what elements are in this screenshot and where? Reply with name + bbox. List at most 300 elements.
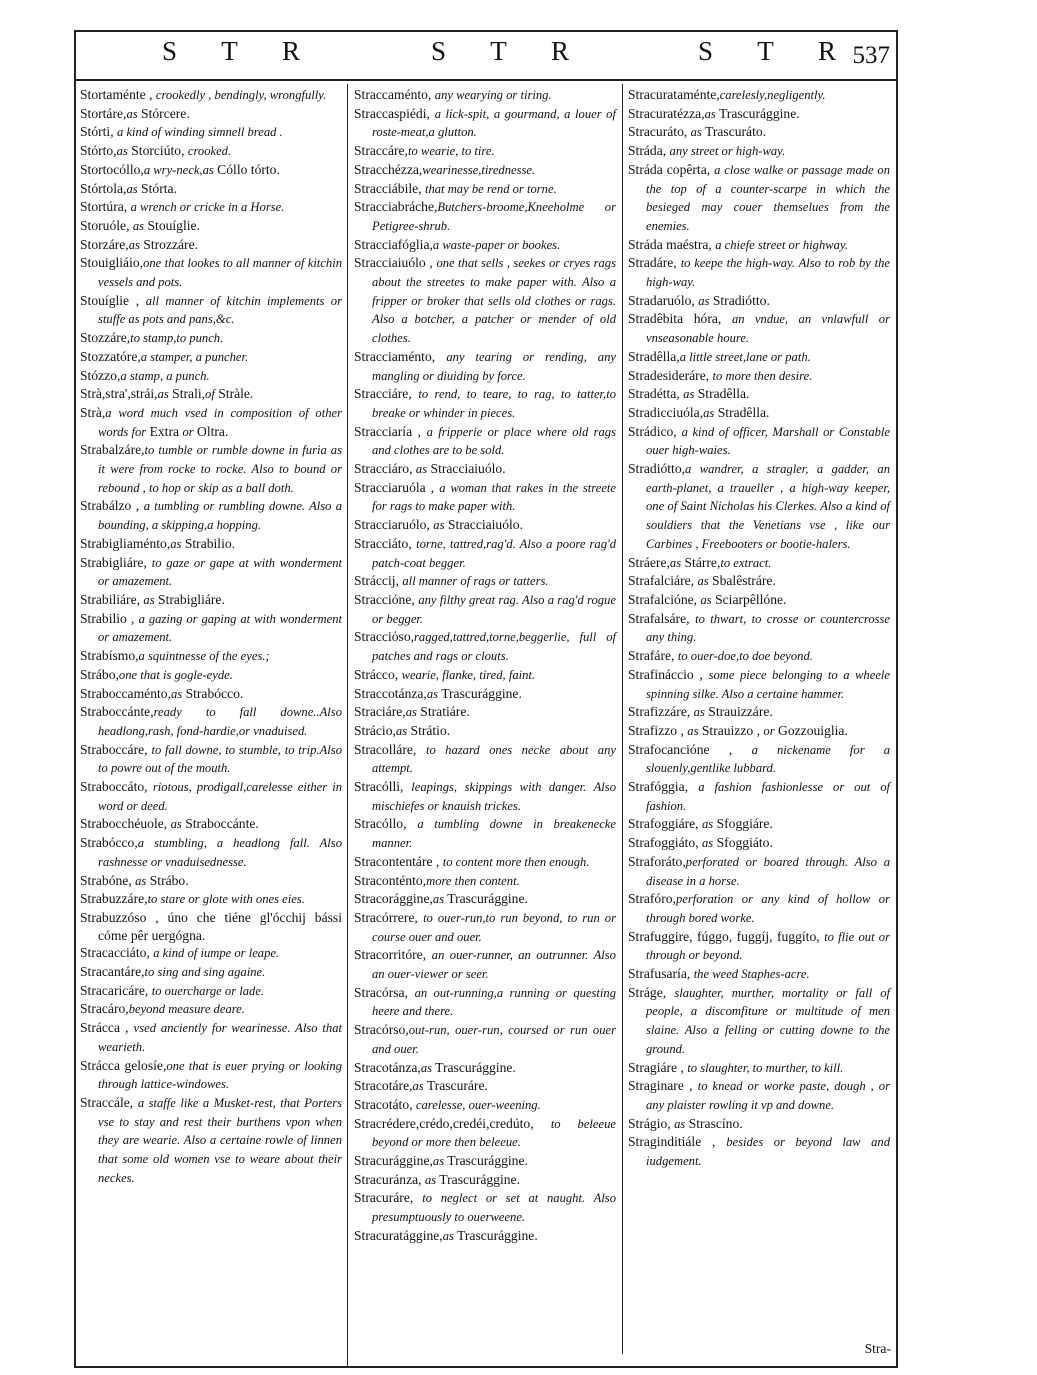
dictionary-entry [354, 1171, 616, 1190]
dictionary-entry [628, 236, 890, 255]
definition: vsed anciently for wearinesse. Also that wearieth. [98, 1021, 342, 1054]
headword: Strafoggiáre, [628, 816, 702, 832]
dictionary-entry [354, 703, 616, 722]
definition: a kind of officer, Marshall or Constable ouer high-waies. [646, 424, 891, 458]
cross-reference: Trascurággine. [444, 1153, 528, 1169]
headword: Strácco, [354, 666, 402, 682]
headword: Stracotáre, [354, 1078, 413, 1094]
cross-reference: Extra [146, 423, 183, 439]
definition: as [135, 873, 147, 888]
definition: to flie out or through or beyond. [646, 929, 890, 963]
dictionary-entry [354, 161, 616, 180]
headword: Straboccánte, [80, 704, 154, 720]
definition: more then content. [426, 873, 520, 888]
definition: as [698, 293, 710, 308]
headword: Stórtola, [80, 180, 127, 196]
dictionary-entry [80, 909, 342, 944]
headword: Stracuránza, [354, 1171, 425, 1187]
definition: ragged,tattred,torne,beggerlie, full of patches and rags or clouts. [372, 630, 616, 664]
definition: to stamp,to punch. [130, 331, 224, 346]
headword: Stradesideráre, [628, 367, 713, 383]
headword: Stradáre, [628, 255, 681, 271]
dictionary-entry [80, 535, 342, 554]
dictionary-entry [628, 741, 890, 778]
headword: Strabiliáre, [80, 591, 144, 607]
definition: a stumbling, a headlong fall. Also rashnesse or vnaduisednesse. [98, 836, 342, 869]
dictionary-entry [354, 890, 616, 909]
dictionary-entry [354, 909, 616, 946]
headword: Stracciabráche, [354, 199, 438, 215]
running-head-left: S T R [162, 36, 320, 66]
definition: to ouer-run,to run beyond, to run or course ouer and ouer. [372, 910, 616, 944]
dictionary-entry [354, 460, 616, 479]
definition: a close walke or passage made on the top of a counter-scarpe in which the besieged may couer themselues from the enemies. [646, 162, 890, 233]
headword: Straboccaménto, [80, 685, 171, 701]
dictionary-entry [628, 105, 890, 124]
headword: Strafocancióne , [628, 741, 752, 757]
definition: leapings, skippings with danger. Also mischiefes or knauish trickes. [372, 780, 616, 813]
definition: a stamper, a puncher. [140, 349, 249, 364]
definition: one that is gogle-eyde. [118, 667, 233, 682]
headword: Strà,stra',strái, [80, 386, 158, 402]
headword: Stracciaruólo, [354, 517, 434, 533]
dictionary-entry [354, 741, 616, 778]
definition: a gazing or gaping at with wonderment or amazement. [98, 611, 342, 645]
cross-reference: Trascurággine. [453, 1227, 538, 1243]
dictionary-entry [80, 778, 342, 815]
headword: Stracólli, [354, 779, 412, 795]
headword: Stradaruólo, [628, 292, 699, 308]
headword: Stracurággine, [354, 1153, 433, 1169]
cross-reference: Strauizzáre. [704, 704, 773, 720]
headword: Strácio, [354, 722, 396, 738]
dictionary-entry [80, 142, 342, 161]
column-separator [622, 84, 623, 1354]
cross-reference: Stratiáre. [416, 704, 470, 720]
cross-reference: Stradêlla. [694, 386, 750, 402]
dictionary-entry [628, 610, 890, 647]
column-2 [354, 86, 616, 1246]
headword: Strafóro, [628, 891, 676, 907]
headword: Stózzo, [80, 367, 121, 383]
dictionary-entry [354, 385, 616, 422]
definition: crooked. [187, 144, 232, 159]
definition: to content more then enough. [442, 854, 590, 869]
headword: Stráge, [628, 984, 675, 1000]
cross-reference: Strabigliáre. [154, 591, 225, 607]
headword: Stráda copêrta, [628, 161, 715, 177]
dictionary-entry [354, 572, 616, 591]
definition: of [205, 387, 215, 402]
definition: to slaughter, to murther, to kill. [687, 1060, 844, 1075]
definition: to sing and sing againe. [144, 965, 266, 980]
headword: Strafusaría, [628, 966, 694, 982]
dictionary-entry [354, 1077, 616, 1096]
headword: Stradêbita hóra, [628, 311, 732, 327]
headword: Stortaménte , [80, 87, 156, 102]
dictionary-entry [354, 666, 616, 685]
dictionary-entry [354, 516, 616, 535]
cross-reference: Gozzouiglia. [774, 722, 848, 738]
headword: Strabalzáre, [80, 442, 145, 458]
cross-reference: Stràle. [214, 386, 254, 402]
definition: as [704, 106, 716, 121]
definition: any tearing or rending, any mangling or diuiding by force. [372, 349, 616, 383]
dictionary-entry [80, 685, 342, 704]
dictionary-entry [80, 198, 342, 217]
definition: as [700, 592, 712, 607]
dictionary-entry [80, 1057, 342, 1094]
dictionary-entry [628, 965, 890, 984]
dictionary-entry [628, 834, 890, 853]
cross-reference: Trascuráto. [701, 124, 767, 140]
headword: Stradétta, [628, 386, 684, 402]
definition: as [128, 237, 140, 252]
definition: to extract. [720, 555, 772, 570]
definition: an out-running,a running or questing heere and there. [372, 985, 616, 1019]
dictionary-entry [354, 591, 616, 628]
cross-reference: Trascurággine. [438, 685, 522, 701]
dictionary-entry [354, 479, 616, 516]
dictionary-entry [354, 853, 616, 872]
dictionary-entry [628, 722, 890, 741]
headword: Stradiótto, [628, 461, 686, 477]
headword: Stracuratággine, [354, 1227, 443, 1243]
definition: to more then desire. [712, 368, 813, 383]
dictionary-entry [628, 591, 890, 610]
dictionary-entry [354, 984, 616, 1021]
definition: one that sells , seekes or cryes rags about the streetes to make paper with. Also a fripper or broker that sells old clothes or rags. Also a botcher, a patcher or mender of old clothes. [372, 256, 616, 346]
definition: a lick-spit, a gourmand, a louer of roste-meat,a glutton. [372, 106, 616, 140]
headword: Straccióne, [354, 591, 419, 607]
dictionary-entry [628, 984, 890, 1059]
definition: any filthy great rag. Also a rag'd rogue or begger. [372, 592, 616, 626]
dictionary-entry [354, 1152, 616, 1171]
definition: to stare or glote with ones eies. [147, 892, 305, 907]
definition: besides or beyond law and iudgement. [646, 1135, 890, 1169]
definition: a chiefe street or highway. [715, 237, 848, 252]
definition: as [170, 686, 183, 701]
headword: Stozzáre, [80, 330, 131, 346]
definition: all manner of rags or tatters. [402, 574, 549, 589]
cross-reference: Sbalêstráre. [708, 573, 776, 589]
dictionary-entry [80, 647, 342, 666]
dictionary-entry [80, 1019, 342, 1056]
headword: Stracotáto, [354, 1096, 416, 1112]
headword: Stracáro, [80, 1001, 129, 1017]
dictionary-entry [628, 292, 890, 311]
definition: as [674, 1116, 686, 1131]
definition: one that lookes to all manner of kitchin vessels and pots. [98, 256, 342, 290]
headword: Stráda, [628, 143, 670, 159]
cross-reference: Oltra. [193, 423, 229, 439]
headword: Stracciáre, [354, 386, 419, 402]
cross-reference: Stouíglie. [144, 217, 200, 233]
definition: a waste-paper or bookes. [432, 237, 561, 252]
header-rule [76, 79, 896, 81]
headword: Straccáre, [354, 143, 408, 159]
dictionary-entry [80, 441, 342, 497]
definition: as [132, 218, 145, 233]
definition: that may be rend or torne. [424, 181, 557, 196]
dictionary-entry [628, 123, 890, 142]
headword: Straboccáre, [80, 741, 152, 757]
headword: Stracuratézza, [628, 105, 705, 121]
headword: Stracciábile, [354, 180, 425, 196]
headword: Strabócco, [80, 835, 138, 851]
headword: Stracuráre, [354, 1190, 423, 1206]
dictionary-entry [354, 1115, 616, 1152]
headword: Stragiáre , [628, 1059, 688, 1075]
headword: Stradicciuóla, [628, 404, 704, 420]
definition: slaughter, murther, mortality or fall of people, a discomfiture or multitude of men slaine. Also a felling or cutting downe to the ground. [646, 985, 890, 1056]
definition: to ouer-doe,to doe beyond. [677, 649, 813, 664]
headword: Stráccij, [354, 573, 403, 589]
headword: Stráere, [628, 554, 670, 570]
definition: to keepe the high-way. Also to rob by the high-way. [646, 256, 891, 290]
headword: Strábo, [80, 666, 119, 682]
dictionary-entry [354, 1021, 616, 1058]
definition: to knead or worke paste, dough , or any plaister rowling it vp and downe. [646, 1079, 890, 1112]
headword: Stracchézza, [354, 161, 423, 177]
headword: Stouíglie , [80, 292, 146, 308]
definition: as [170, 536, 182, 551]
definition: a fripperie or place where old rags and clothes are to be sold. [372, 424, 617, 458]
dictionary-entry [80, 348, 342, 367]
definition: as [432, 1154, 445, 1169]
definition: riotous, prodigall,carelesse either in word or deed. [98, 780, 342, 813]
headword: Strafuggire, fúggo, fuggíj, fuggíto, [628, 928, 825, 944]
dictionary-entry [628, 254, 890, 291]
definition: a tumbling or rumbling downe. Also a bounding, a skipping,a hopping. [98, 499, 342, 533]
cross-reference: Stracciaiuólo. [444, 517, 524, 533]
definition: carelesse, ouer-weening. [415, 1097, 541, 1112]
definition: to tumble or rumble downe in furia as it were from rocke to rocke. Also to bound or rebound , to hop or skip as a ball doth. [98, 443, 342, 495]
definition: or [763, 723, 775, 738]
headword: Stracciáto, [354, 535, 417, 551]
headword: Strabísmo, [80, 648, 139, 664]
cross-reference: Stórcere. [137, 105, 190, 121]
cross-reference: Stracciaiuólo. [427, 461, 506, 477]
headword: Stracórso, [354, 1022, 409, 1038]
dictionary-entry [80, 497, 342, 534]
cross-reference: Trascurággine. [436, 1171, 520, 1187]
headword: Stracciaménto, [354, 348, 447, 364]
headword: Storuóle, [80, 217, 133, 233]
definition: beyond measure deare. [128, 1002, 245, 1017]
dictionary-entry [80, 1094, 342, 1188]
dictionary-entry [80, 591, 342, 610]
definition: as [126, 106, 138, 121]
headword: Straccále, [80, 1094, 138, 1110]
definition: as [442, 1228, 454, 1243]
dictionary-entry [80, 554, 342, 591]
headword: Stozzatóre, [80, 348, 141, 364]
headword: Straccaspiédi, [354, 105, 435, 121]
dictionary-entry [354, 815, 616, 852]
dictionary-entry [80, 367, 342, 386]
definition: as [405, 705, 417, 720]
definition: to wearie, to tire. [407, 144, 495, 159]
dictionary-entry [628, 1115, 890, 1134]
cross-reference: Trascurággine. [444, 891, 528, 907]
definition: torne, tattred,rag'd. Also a poore rag'd patch-coat begger. [372, 536, 616, 570]
dictionary-entry [354, 1227, 616, 1246]
dictionary-entry [80, 105, 342, 124]
definition: to hazard ones necke about any attempt. [372, 742, 616, 776]
cross-reference: Sfoggiáto. [713, 835, 773, 851]
headword: Strafináccio , [628, 666, 709, 682]
definition: any street or high-way. [669, 144, 786, 159]
dictionary-entry [354, 348, 616, 385]
dictionary-entry [354, 1189, 616, 1226]
definition: carelesly,negligently. [719, 88, 826, 102]
dictionary-entry [628, 348, 890, 367]
cross-reference: Stradêlla. [714, 404, 770, 420]
definition: to rend, to teare, to rag, to tatter,to breake or whinder in pieces. [372, 387, 616, 420]
dictionary-entry [354, 685, 616, 704]
definition: a squintnesse of the eyes.; [138, 649, 270, 664]
definition: crookedly , bendingly, wrongfully. [155, 88, 327, 102]
headword: Straccotánza, [354, 685, 427, 701]
cross-reference: Strascíno. [685, 1115, 743, 1131]
dictionary-entry [80, 404, 342, 441]
dictionary-entry [80, 834, 342, 871]
definition: to neglect or set at naught. Also presumptuously to ouerweene. [372, 1191, 617, 1225]
headword: Strafalsáre, [628, 610, 696, 626]
dictionary-entry [628, 1133, 890, 1170]
dictionary-entry [80, 254, 342, 291]
definition: perforated or boared through. Also a disease in a horse. [646, 854, 890, 888]
headword: Straccaménto, [354, 87, 435, 102]
dictionary-entry [354, 236, 616, 255]
definition: a tumbling downe in breakenecke manner. [372, 817, 616, 851]
headword: Strafizzáre, [628, 704, 694, 720]
definition: some piece belonging to a wheele spinning silke. Also a certaine hammer. [646, 667, 890, 701]
headword: Straginare , [628, 1078, 698, 1094]
headword: Straginditiále , [628, 1134, 727, 1150]
headword: Strácca , [80, 1020, 134, 1036]
headword: Strafoggiáto, [628, 835, 702, 851]
definition: as [432, 892, 445, 907]
dictionary-entry [628, 647, 890, 666]
column-1 [80, 86, 342, 1187]
dictionary-entry [628, 423, 890, 460]
dictionary-entry [354, 180, 616, 199]
definition: an ouer-runner, an outrunner. Also an ouer-viewer or seer. [372, 948, 616, 982]
dictionary-entry [354, 1059, 616, 1078]
definition: as [157, 387, 169, 402]
headword: Straforáto, [628, 853, 686, 869]
headword: Stracontentáre , [354, 853, 443, 869]
headword: Stracantáre, [80, 964, 145, 980]
dictionary-entry [628, 404, 890, 423]
headword: Stradêlla, [628, 348, 680, 364]
definition: or [182, 424, 194, 439]
headword: Stortúra, [80, 199, 131, 215]
dictionary-entry [80, 217, 342, 236]
headword: Stracorritóre, [354, 947, 432, 963]
headword: Stracuráto, [628, 124, 691, 140]
definition: a kind of winding simnell bread . [117, 125, 283, 140]
dictionary-entry [354, 628, 616, 665]
dictionary-entry [80, 292, 342, 329]
definition: to gaze or gape at with wonderment or amazement. [98, 555, 343, 589]
dictionary-entry [80, 963, 342, 982]
definition: as [433, 518, 445, 533]
definition: as [116, 144, 128, 159]
definition: a word much vsed in composition of other words for [98, 405, 342, 439]
headword: Stouigliáio, [80, 255, 144, 271]
dictionary-entry [628, 86, 890, 105]
dictionary-entry [628, 161, 890, 236]
headword: Stracciaruóla , [354, 479, 440, 495]
dictionary-entry [628, 778, 890, 815]
definition: a stamp, a punch. [120, 368, 210, 383]
cross-reference: Strabócco. [182, 685, 244, 701]
headword: Strágio, [628, 1115, 675, 1131]
headword: Strabilio , [80, 610, 139, 626]
cross-reference: Trascuráre. [423, 1078, 488, 1094]
cross-reference: Strozzáre. [139, 236, 199, 252]
dictionary-entry [628, 572, 890, 591]
dictionary-entry [628, 703, 890, 722]
definition: as [143, 592, 155, 607]
headword: Strafalcióne, [628, 591, 701, 607]
cross-reference: Strátio. [407, 722, 451, 738]
headword: Stracciaiuólo , [354, 255, 437, 271]
dictionary-entry [80, 815, 342, 834]
headword: Strà, [80, 404, 106, 420]
headword: Straconténto, [354, 872, 427, 888]
definition: as [693, 705, 705, 720]
dictionary-entry [628, 310, 890, 347]
definition: as [424, 1172, 437, 1187]
headword: Strafáre, [628, 648, 678, 664]
headword: Stracciόso, [354, 629, 415, 645]
headword: Stracacciáto, [80, 945, 154, 961]
dictionary-entry [354, 423, 616, 460]
dictionary-entry [354, 142, 616, 161]
cross-reference: Trascurággine. [715, 105, 800, 121]
cross-reference: úno che tiéne gl'ócchij bássi cóme pêr uergógna. [98, 909, 342, 943]
dictionary-entry [354, 1096, 616, 1115]
headword: Straboccáto, [80, 779, 153, 795]
definition: an vndue, an vnlawfull or vnseasonable houre. [646, 312, 890, 346]
definition: as [702, 836, 714, 851]
dictionary-entry [628, 666, 890, 703]
headword: Stórti, [80, 124, 118, 140]
definition: as [412, 1079, 424, 1094]
headword: Stracolláre, [354, 741, 426, 757]
dictionary-entry [80, 329, 342, 348]
column-3 [628, 86, 890, 1171]
definition: as [170, 817, 182, 832]
headword: Stracciafóglia, [354, 236, 433, 252]
headword: Stracórsa, [354, 984, 415, 1000]
definition: as [683, 387, 695, 402]
dictionary-entry [354, 105, 616, 142]
definition: a fashion fashionlesse or out of fashion. [646, 780, 890, 813]
definition: a kind of iumpe or leape. [153, 946, 280, 961]
dictionary-entry [628, 815, 890, 834]
definition: a wry-neck,as [143, 162, 214, 177]
dictionary-entry [354, 946, 616, 983]
dictionary-entry [80, 1000, 342, 1019]
definition: as [701, 817, 714, 832]
dictionary-entry [354, 254, 616, 348]
dictionary-entry [628, 890, 890, 927]
